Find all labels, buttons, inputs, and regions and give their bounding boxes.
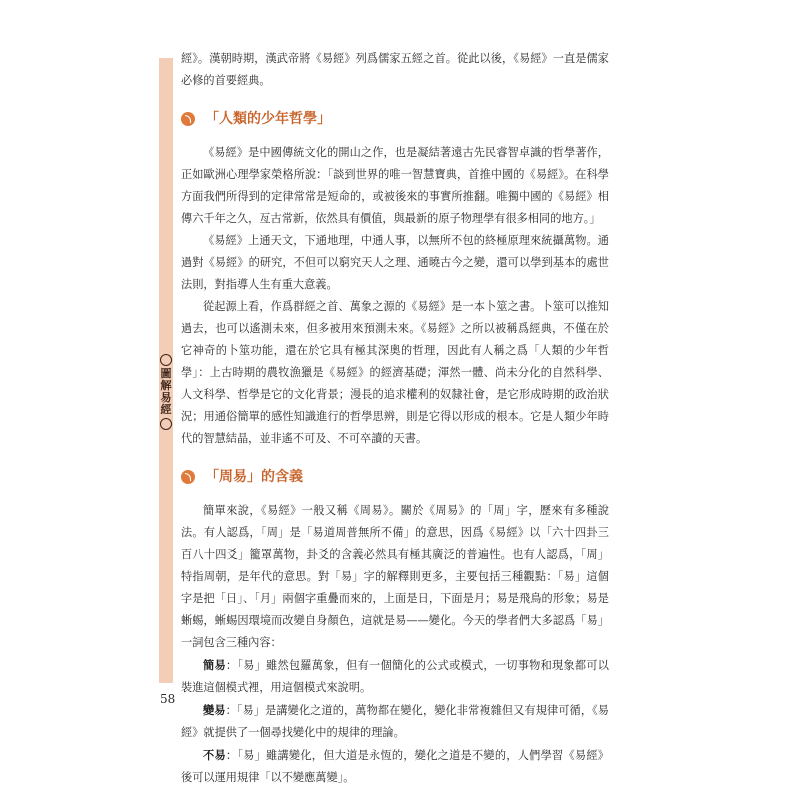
section-heading (181, 106, 609, 132)
section-bullet-icon (181, 112, 195, 126)
page-content (181, 48, 609, 789)
circle-icon (160, 418, 172, 430)
sidebar-label-text: 圖解易經 (160, 367, 172, 416)
section-title: 「人類的少年哲學」 (205, 111, 331, 127)
definition-text: ：「易」是講變化之道的，萬物都在變化，變化非常複雜但又有規律可循，《易經》就提供了一個尋找變化中的規律的理論。 (181, 704, 609, 739)
intro-paragraph: 經》。漢朝時期，漢武帝將《易經》列爲儒家五經之首。從此以後，《易經》一直是儒家必修的首要經典。 (181, 52, 609, 87)
page-number: 58 (160, 692, 176, 706)
definition-item (181, 699, 609, 744)
section-heading (181, 464, 609, 490)
definition-term: 簡易 (203, 658, 226, 672)
section-title: 「周易」的含義 (205, 469, 303, 485)
paragraph: 《易經》是中國傳統文化的開山之作，也是凝結著遠古先民睿智卓識的哲學著作，正如歐洲心理學家榮格所說：「談到世界的唯一智慧寶典，首推中國的《易經》。在科學方面我們所得到的定律常常是短命的，或被後來的事實所推翻。唯獨中國的《易經》相傳六千年之久，亙古常新，依然具有價值，與最新的原子物理學有很多相同的地方。」 (181, 146, 609, 225)
definition-item (181, 654, 609, 699)
circle-icon (160, 354, 172, 366)
definition-term: 變易 (203, 703, 226, 717)
definition-text: ：「易」雖然包羅萬象，但有一個簡化的公式或模式，一切事物和現象都可以裝進這個模式裡，用這個模式來說明。 (181, 659, 609, 694)
section-bullet-icon (181, 470, 195, 484)
definition-term: 不易 (203, 748, 226, 762)
definition-text: ：「易」雖講變化，但大道是永恆的，變化之道是不變的，人們學習《易經》後可以運用規律「以不變應萬變」。 (181, 749, 609, 784)
definition-item (181, 744, 609, 789)
paragraph: 從起源上看，作爲群經之首、萬象之源的《易經》是一本卜筮之書。卜筮可以推知過去，也可以遙測未來，但多被用來預測未來。《易經》之所以被稱爲經典，不僅在於它神奇的卜筮功能，還在於它具有極其深奧的哲理，因此有人稱之爲「人類的少年哲學」：上古時期的農牧漁獵是《易經》的經濟基礎；渾然一體、尚未分化的自然科學、人文科學、哲學是它的文化背景；漫長的追求權利的奴隸社會，是它形成時期的政治狀況；用通俗簡單的感性知識進行的哲學思辨，則是它得以形成的根本。它是人類少年時代的智慧結晶，並非遙不可及、不可卒讀的天書。 (181, 300, 609, 445)
paragraph: 《易經》上通天文，下通地理，中通人事，以無所不包的終極原理來統攝萬物。通過對《易經》的研究，不但可以窮究天人之理、通曉古今之變，還可以學到基本的處世法則，對指導人生有重大意義。 (181, 234, 609, 291)
sidebar-label (160, 352, 172, 432)
paragraph: 簡單來說，《易經》一般又稱《周易》。關於《周易》的「周」字，歷來有多種說法。有人認爲，「周」是「易道周普無所不備」的意思，因爲《易經》以「六十四卦三百八十四爻」籠罩萬物，卦爻的含義必然具有極其廣泛的普遍性。也有人認爲，「周」特指周朝，是年代的意思。對「易」字的解釋則更多，主要包括三種觀點：「易」這個字是把「日」、「月」兩個字重疊而來的，上面是日，下面是月；易是飛鳥的形象；易是蜥蜴，蜥蜴因環境而改變自身顏色，這就是易——變化。今天的學者們大多認爲「易」一詞包含三種內容： (181, 504, 609, 649)
